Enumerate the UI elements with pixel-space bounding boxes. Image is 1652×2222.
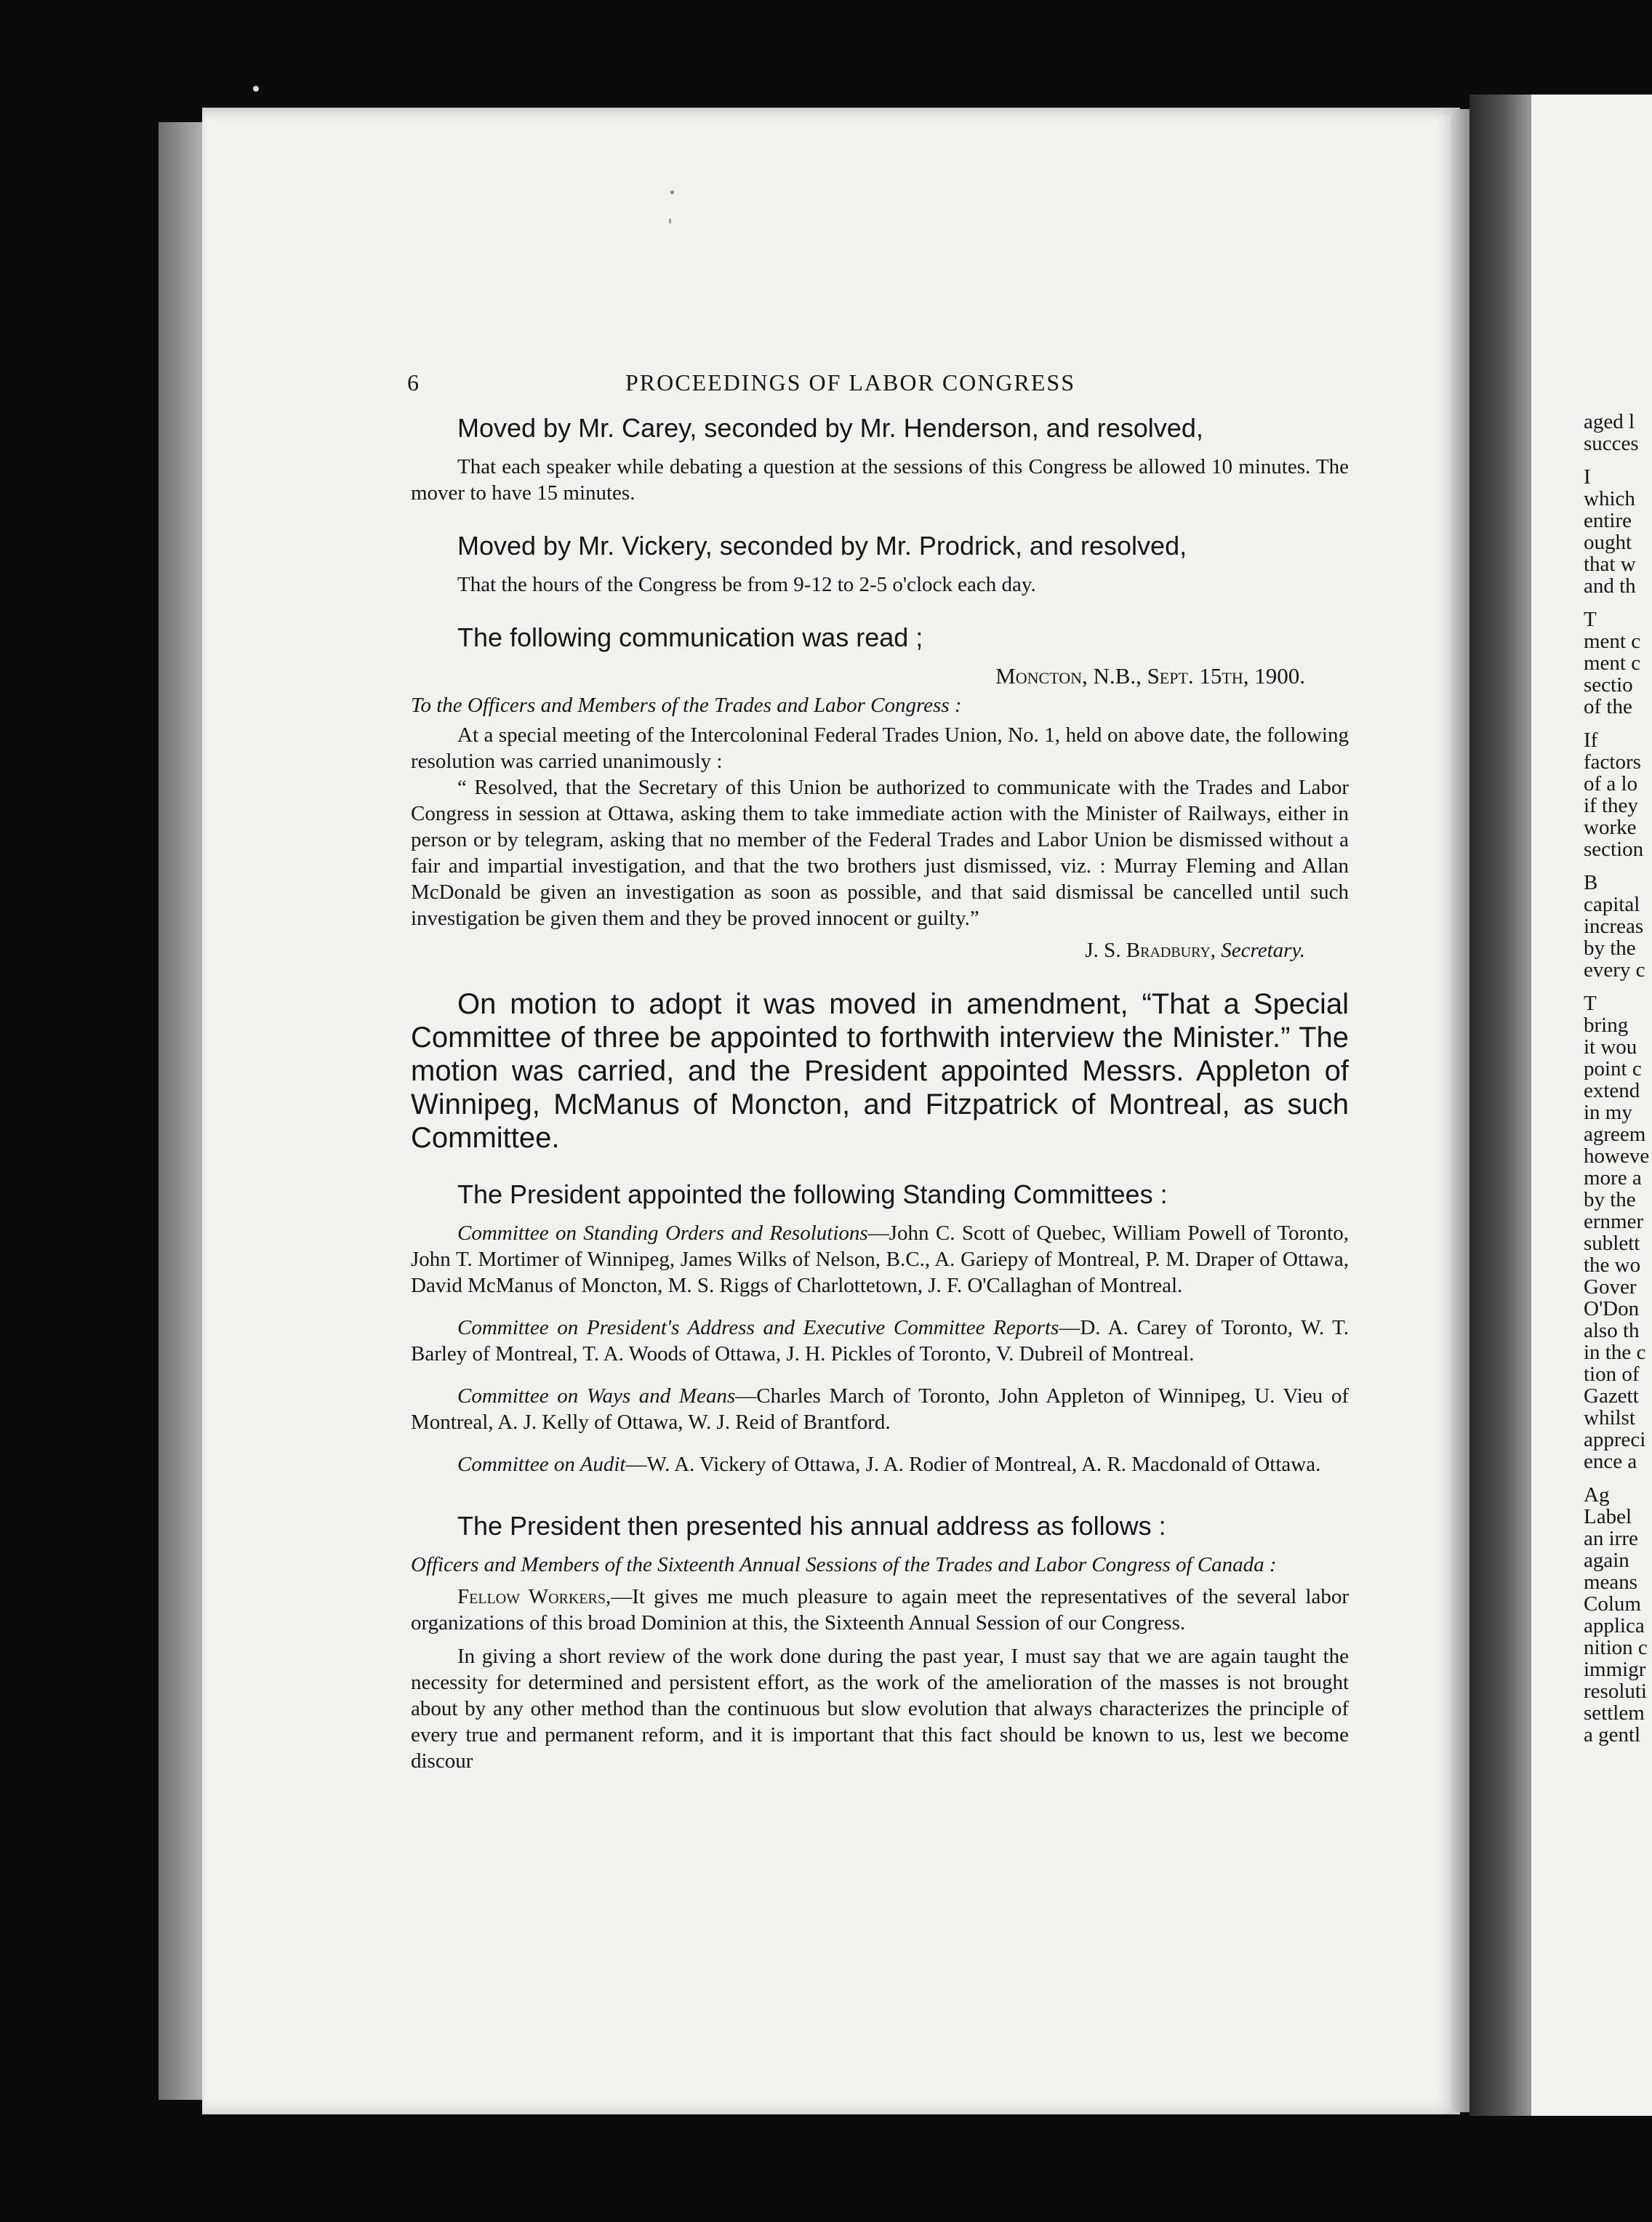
motion-text: That each speaker while debating a question at the sessions of this Congress be allowed 10 minutes. The mover to have 15 minutes. [411, 455, 1349, 505]
standing-committees-intro: The President appointed the following Standing Committees : [457, 1179, 1168, 1209]
facing-page-line: B [1584, 872, 1598, 894]
motion-text: That the hours of the Congress be from 9-12 to 2-5 o'clock each day. [457, 573, 1036, 596]
facing-page-line: worke [1584, 817, 1637, 838]
committee-members: —Charles March of Toronto, John Appleton of Winnipeg, U. Vieu of Montreal, A. J. Kelly of Ottawa, W. J. Reid of Brantford. [411, 1384, 1349, 1434]
facing-page-line: ment c [1584, 652, 1641, 674]
facing-page-line: ment c [1584, 630, 1641, 652]
address-intro: The President then presented his annual address as follows : [457, 1511, 1166, 1541]
address-heading: Officers and Members of the Sixteenth Annual Sessions of the Trades and Labor Congress of Canada : [411, 1553, 1277, 1576]
committee-members: —D. A. Carey of Toronto, W. T. Barley of Montreal, T. A. Woods of Ottawa, J. H. Pickles of Toronto, V. Dubreil of Montreal. [411, 1316, 1349, 1365]
committee-title: Committee on Ways and Means [457, 1384, 736, 1408]
signature-name: J. S. Bradbury, [1085, 939, 1216, 962]
facing-page-line: bring [1584, 1014, 1629, 1036]
facing-page-line: point c [1584, 1058, 1642, 1080]
facing-page-text [1584, 411, 1652, 1746]
facing-page-line: the wo [1584, 1254, 1641, 1276]
facing-page-line: Label [1584, 1506, 1632, 1528]
facing-page-line: succes [1584, 433, 1639, 454]
committee-title: Committee on Standing Orders and Resolutions [457, 1222, 868, 1245]
facing-page-line: increas [1584, 915, 1644, 937]
facing-page-line: an irre [1584, 1528, 1638, 1549]
facing-page-line: more a [1584, 1167, 1642, 1189]
facing-page-line: section [1584, 838, 1644, 860]
facing-page-line: agreem [1584, 1123, 1646, 1145]
page-content [411, 413, 1349, 1774]
letter-paragraph: At a special meeting of the Intercoloninal Federal Trades Union, No. 1, held on above date, the following resolution was carried unanimously : [411, 723, 1349, 773]
facing-page-line: sublett [1584, 1232, 1640, 1254]
facing-page-line: I [1584, 466, 1591, 488]
resolution-quote: “ Resolved, that the Secretary of this Union be authorized to communicate with the Trades and Labor Congress in session at Ottawa, asking them to take immediate action with the Minister of Railways, either in person or by telegram, asking that no member of the Federal Trades and Labor Union be dismissed without a fair and impartial investigation, and that the two brothers just dismissed, viz. : Murray Fleming and Allan McDonald be given an investigation as soon as possible, and that said dismissal be cancelled until such investigation be given them and they be proved innocent or guilty.” [411, 776, 1349, 930]
facing-page-line: of a lo [1584, 773, 1638, 795]
gutter-shadow [1469, 95, 1531, 2116]
facing-page-line: aged l [1584, 411, 1635, 433]
running-head-title: PROCEEDINGS OF LABOR CONGRESS [625, 369, 1075, 396]
facing-page-line: factors [1584, 751, 1641, 773]
committee-entry [411, 1315, 1349, 1367]
address-paragraph: In giving a short review of the work done during the past year, I must say that we are again taught the necessity for determined and persistent effort, as the work of the amelioration of the masses is not brought about by any other method than the continuous but slow evolution that always characterizes the principle of every true and permanent reform, and it is important that this fact should be known to us, lest we become discour [411, 1645, 1349, 1773]
address-paragraph [411, 1584, 1349, 1636]
facing-page-gap [1584, 1472, 1652, 1484]
facing-page-line: extend [1584, 1080, 1640, 1102]
facing-page-line: immigr [1584, 1659, 1646, 1680]
committee-entry [411, 1451, 1349, 1477]
address-text: —It gives me much pleasure to again meet the representatives of the several labor organizations of this broad Dominion at this, the Sixteenth Annual Session of our Congress. [411, 1585, 1349, 1635]
signature-title: Secretary. [1221, 939, 1305, 962]
facing-page-line: means [1584, 1571, 1638, 1593]
facing-page-line: nition c [1584, 1637, 1648, 1659]
facing-page-gap [1584, 454, 1652, 466]
dust-speck [669, 218, 671, 224]
facing-page-line: O'Don [1584, 1298, 1640, 1320]
facing-page-line: ence a [1584, 1451, 1637, 1472]
facing-page-line: sectio [1584, 674, 1633, 696]
facing-page-gap [1584, 981, 1652, 992]
facing-page-line: of the [1584, 696, 1632, 718]
motion-heading: Moved by Mr. Vickery, seconded by Mr. Prodrick, and resolved, [457, 531, 1187, 561]
signature [411, 939, 1349, 963]
facing-page-line: appreci [1584, 1429, 1646, 1451]
facing-page-line: entire [1584, 510, 1632, 532]
facing-page-line: which [1584, 488, 1635, 510]
facing-page-line: Colum [1584, 1593, 1641, 1615]
committee-title: Committee on Audit [457, 1453, 626, 1476]
committee-members: —John C. Scott of Quebec, William Powell of Toronto, John T. Mortimer of Winnipeg, James Wilks of Nelson, B.C., A. Gariepy of Montreal, P. M. Draper of Ottawa, David McManus of Moncton, M. S. Riggs of Charlottetown, J. F. O'Callaghan of Montreal. [411, 1222, 1349, 1297]
committee-title: Committee on President's Address and Executive Committee Reports [457, 1316, 1059, 1339]
facing-page-line: applica [1584, 1615, 1645, 1637]
committee-members: —W. A. Vickery of Ottawa, J. A. Rodier of Montreal, A. R. Macdonald of Ottawa. [625, 1453, 1321, 1476]
facing-page-line: settlem [1584, 1702, 1645, 1724]
committee-entry [411, 1383, 1349, 1435]
salutation: To the Officers and Members of the Trades and Labor Congress : [411, 694, 962, 717]
facing-page-line: that w [1584, 553, 1636, 575]
facing-page-line: by the [1584, 937, 1636, 959]
facing-page-line: by the [1584, 1189, 1636, 1211]
address-greeting: Fellow Workers, [457, 1585, 612, 1608]
facing-page-line: every c [1584, 959, 1645, 981]
facing-page-line: If [1584, 729, 1598, 751]
dateline: Moncton, N.B., Sept. 15th, 1900. [995, 663, 1305, 689]
facing-page-line: T [1584, 992, 1597, 1014]
communication-intro: The following communication was read ; [457, 622, 923, 652]
facing-page-line: resoluti [1584, 1680, 1647, 1702]
facing-page-line: in my [1584, 1102, 1632, 1123]
facing-page-line: and th [1584, 575, 1636, 597]
facing-page-line: ought [1584, 532, 1632, 553]
facing-page-line: again [1584, 1549, 1629, 1571]
facing-page-line: if they [1584, 795, 1638, 817]
amendment-paragraph: On motion to adopt it was moved in amendment, “That a Special Committee of three be appointed to forthwith interview the Minister.” The motion was carried, and the President appointed Messrs. Appleton of Winnipeg, McManus of Moncton, and Fitzpatrick of Montreal, as such Committee. [411, 988, 1349, 1154]
motion-heading: Moved by Mr. Carey, seconded by Mr. Henderson, and resolved, [457, 413, 1203, 443]
facing-page-line: Gazett [1584, 1385, 1639, 1407]
committee-entry [411, 1220, 1349, 1299]
facing-page-line: capital [1584, 894, 1640, 915]
dust-speck [670, 190, 674, 194]
page-number: 6 [407, 369, 420, 396]
facing-page-line: Ag [1584, 1484, 1610, 1506]
facing-page-line: howeve [1584, 1145, 1650, 1167]
dust-speck [253, 86, 259, 92]
facing-page-gap [1584, 860, 1652, 872]
facing-page-line: in the c [1584, 1341, 1646, 1363]
facing-page-line: tion of [1584, 1363, 1640, 1385]
facing-page-line: a gentl [1584, 1724, 1641, 1746]
facing-page-line: Gover [1584, 1276, 1637, 1298]
facing-page-line: it wou [1584, 1036, 1637, 1058]
facing-page-line: also th [1584, 1320, 1640, 1341]
facing-page-line: whilst [1584, 1407, 1635, 1429]
facing-page-line: T [1584, 609, 1597, 630]
facing-page-gap [1584, 718, 1652, 729]
page-edge [1451, 109, 1469, 2112]
facing-page-gap [1584, 597, 1652, 609]
facing-page-line: ernmer [1584, 1211, 1644, 1232]
